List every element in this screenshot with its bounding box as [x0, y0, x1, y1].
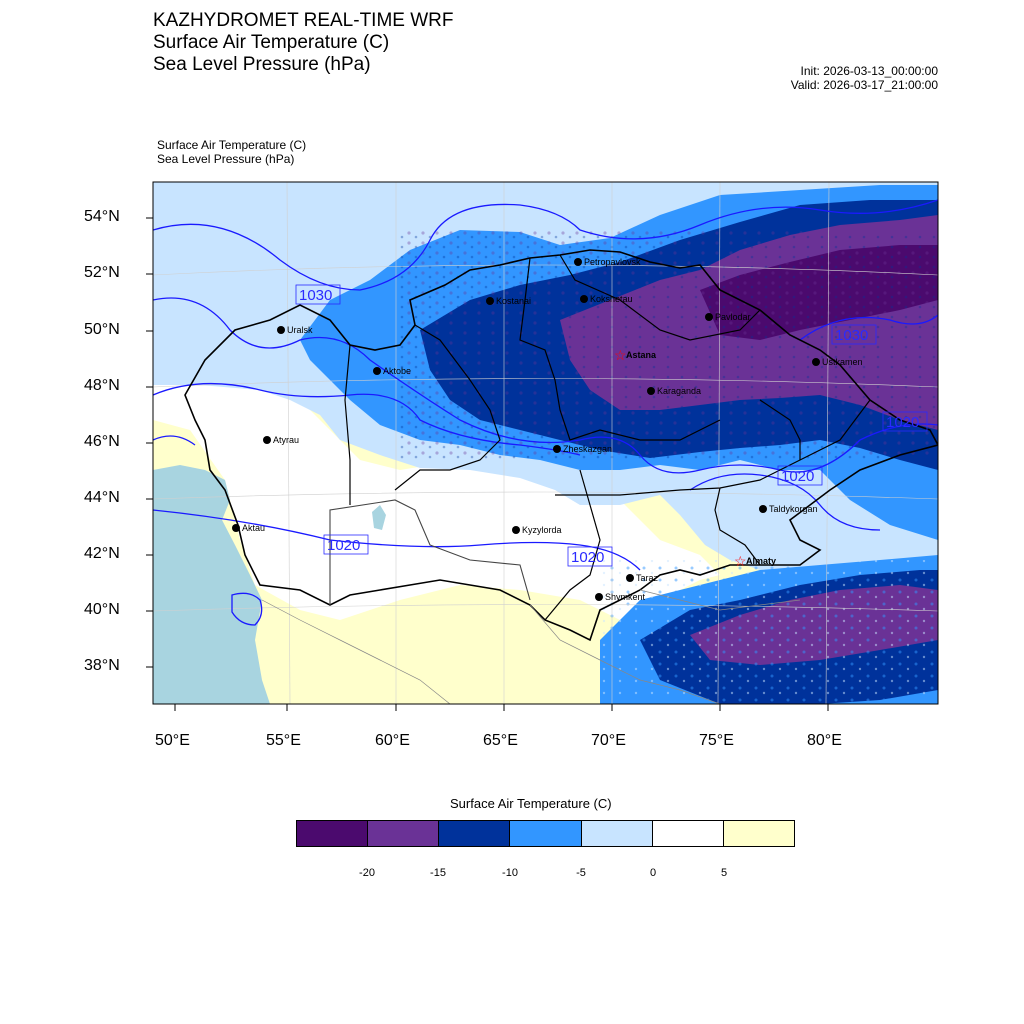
subtitle-line-2: Sea Level Pressure (hPa) — [157, 152, 295, 166]
city-dot — [512, 526, 520, 534]
city-dot — [232, 524, 240, 532]
isobar-label: 1020 — [781, 468, 815, 485]
lon-label-50: 50°E — [155, 732, 190, 749]
city-label: Kyzylorda — [522, 525, 562, 535]
valid-time: Valid: 2026-03-17_21:00:00 — [790, 78, 938, 92]
city-label: Kostanai — [496, 296, 532, 306]
title-line-3: Sea Level Pressure (hPa) — [153, 54, 371, 75]
city-dot — [574, 258, 582, 266]
init-time: Init: 2026-03-13_00:00:00 — [800, 64, 938, 78]
lat-label-50: 50°N — [84, 321, 120, 338]
lat-label-52: 52°N — [84, 264, 120, 281]
city-label: Shymkent — [605, 592, 646, 602]
temp-texture-north — [400, 230, 938, 460]
colorbar-swatch — [652, 821, 723, 846]
city-dot — [595, 593, 603, 601]
title-line-1: KAZHYDROMET REAL-TIME WRF — [153, 10, 454, 31]
city-label: Petropavlovsk — [584, 257, 641, 267]
lon-label-55: 55°E — [266, 732, 301, 749]
colorbar-swatch — [367, 821, 438, 846]
colorbar-label-0: 0 — [649, 867, 657, 879]
colorbar-swatch — [509, 821, 580, 846]
city-dot — [759, 505, 767, 513]
city-dot — [705, 313, 713, 321]
city-dot — [812, 358, 820, 366]
colorbar-swatch — [438, 821, 509, 846]
colorbar — [296, 820, 795, 847]
lon-label-65: 65°E — [483, 732, 518, 749]
colorbar-swatch — [297, 821, 367, 846]
isobar-label: 1020 — [571, 549, 605, 566]
city-dot — [647, 387, 655, 395]
isobar-label: 1020 — [327, 537, 361, 554]
colorbar-swatch — [581, 821, 652, 846]
colorbar-label-5: 5 — [720, 867, 728, 879]
lat-label-46: 46°N — [84, 433, 120, 450]
city-label: Pavlodar — [715, 312, 751, 322]
lon-label-60: 60°E — [375, 732, 410, 749]
lon-label-75: 75°E — [699, 732, 734, 749]
colorbar-label-minus20: -20 — [359, 867, 375, 879]
city-label: Aktau — [242, 523, 266, 533]
city-label: Atyrau — [273, 435, 300, 445]
city-dot — [486, 297, 494, 305]
lat-label-54: 54°N — [84, 208, 120, 225]
colorbar-label-minus5: -5 — [576, 867, 586, 879]
city-label: Karaganda — [657, 386, 702, 396]
city-dot — [580, 295, 588, 303]
lon-label-80: 80°E — [807, 732, 842, 749]
colorbar-label-minus15: -15 — [430, 867, 446, 879]
city-dot — [263, 436, 271, 444]
isobar-label: 1020 — [886, 414, 920, 431]
colorbar-label-minus10: -10 — [502, 867, 518, 879]
city-label: Uralsk — [287, 325, 313, 335]
colorbar-swatch — [723, 821, 794, 846]
city-label: Zheskazgan — [563, 444, 613, 454]
lon-ticks — [175, 704, 828, 711]
city-label: Astana — [626, 350, 657, 360]
subtitle-line-1: Surface Air Temperature (C) — [157, 138, 307, 152]
lon-label-70: 70°E — [591, 732, 626, 749]
city-label: Taldykorgan — [769, 504, 818, 514]
capital-star-icon: ☆ — [614, 347, 627, 363]
lat-label-48: 48°N — [84, 377, 120, 394]
city-dot — [277, 326, 285, 334]
lat-label-42: 42°N — [84, 545, 120, 562]
isobar-label: 1030 — [835, 327, 869, 344]
city-label: Ustkamen — [822, 357, 863, 367]
city-label: Almaty — [746, 556, 777, 566]
title-line-2: Surface Air Temperature (C) — [153, 32, 390, 53]
lat-label-38: 38°N — [84, 657, 120, 674]
capital-star-icon: ☆ — [734, 553, 747, 569]
lat-ticks — [146, 218, 153, 667]
lat-label-44: 44°N — [84, 489, 120, 506]
city-label: Taraz — [636, 573, 659, 583]
city-label: Kokshetau — [590, 294, 633, 304]
city-label: Aktobe — [383, 366, 412, 376]
colorbar-title: Surface Air Temperature (C) — [450, 796, 612, 811]
lat-label-40: 40°N — [84, 601, 120, 618]
city-dot — [373, 367, 381, 375]
city-dot — [626, 574, 634, 582]
city-dot — [553, 445, 561, 453]
isobar-label: 1030 — [299, 287, 333, 304]
